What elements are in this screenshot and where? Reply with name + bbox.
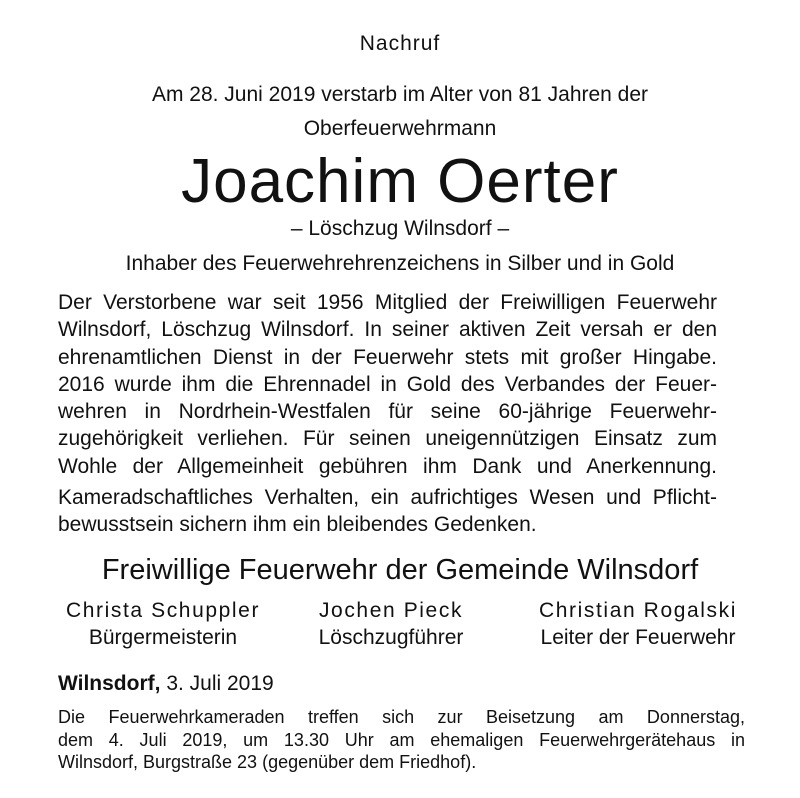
signatory [48,597,278,651]
obituary-heading: Nachruf [359,32,441,55]
paragraph-line: Der Verstorbene war seit 1956 Mitglied der Freiwilligen Feuerwehr [58,291,717,314]
organization-name: Freiwillige Feuerwehr der Gemeinde Wilnsdorf [101,554,699,586]
paragraph-line: Kameradschaftliches Verhalten, ein aufrichtiges Wesen und Pflicht- [58,486,717,509]
unit-line: – Löschzug Wilnsdorf – [290,217,510,240]
intro-line-1: Am 28. Juni 2019 verstarb im Alter von 81 Jahren der [151,83,649,106]
signatory-role: Löschzugführer [318,626,464,649]
funeral-note [58,706,745,774]
deceased-name: Joachim Oerter [181,147,619,216]
paragraph-line: 2016 wurde ihm die Ehrennadel in Gold des Verbandes der Feuer- [58,372,717,396]
signatory-name: Jochen Pieck [318,599,464,622]
signatory [520,597,756,651]
award-line: Inhaber des Feuerwehrehrenzeichens in Silber und in Gold [125,252,675,275]
signatory-name: Christian Rogalski [538,599,738,622]
paragraph-line: bewusstsein sichern ihm ein bleibendes Gedenken. [58,513,537,537]
signatory-name: Christa Schuppler [65,599,261,622]
note-line: Wilnsdorf, Burgstraße 23 (gegenüber dem Friedhof). [58,752,477,772]
date: 3. Juli 2019 [166,672,274,695]
tribute-paragraph [58,484,717,539]
place-date-line [58,672,274,696]
paragraph-line: zugehörigkeit verliehen. Für seinen uneigennützigen Einsatz zum [58,427,717,451]
place: Wilnsdorf, [58,672,161,695]
intro-line-2: Oberfeuerwehrmann [303,117,497,140]
biography-paragraph [58,289,717,480]
signatory-role: Bürgermeisterin [88,626,238,649]
signatory [286,597,496,651]
signatory-role: Leiter der Feuerwehr [540,626,736,649]
paragraph-line: Wohle der Allgemeinheit gebühren ihm Dank und Anerkennung. [58,454,717,478]
note-line: Die Feuerwehrkameraden treffen sich zur Beisetzung am Donnerstag, [58,707,745,727]
paragraph-line: Wilnsdorf, Löschzug Wilnsdorf. In seiner aktiven Zeit versah er den [58,318,717,342]
paragraph-line: wehren in Nordrhein-Westfalen für seine 60-jährige Feuerwehr- [58,400,717,424]
paragraph-line: ehrenamtlichen Dienst in der Feuerwehr stets mit großer Hingabe. [58,345,717,369]
note-line: dem 4. Juli 2019, um 13.30 Uhr am ehemaligen Feuerwehrgerätehaus in [58,729,745,750]
